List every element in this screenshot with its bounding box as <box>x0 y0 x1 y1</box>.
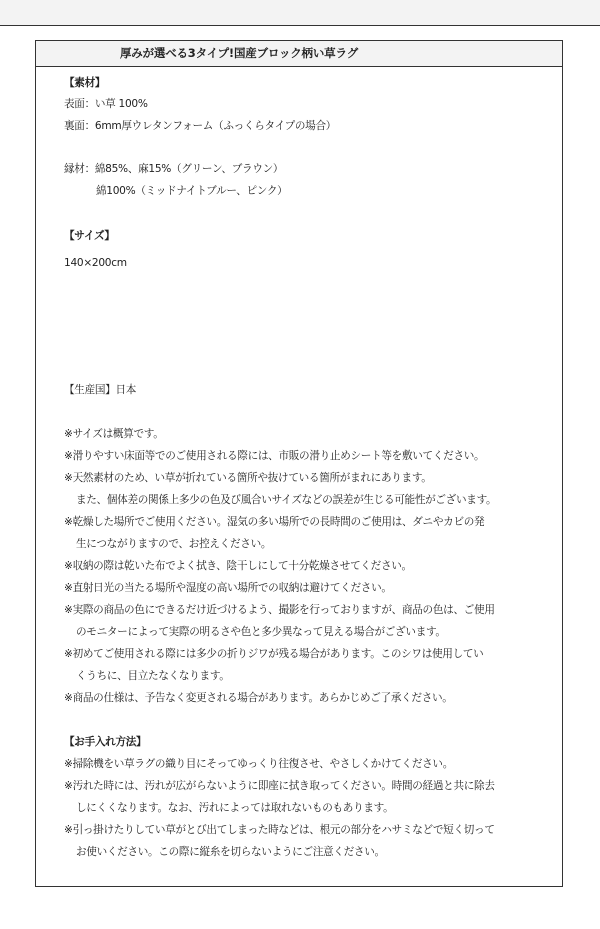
note-line: ※サイズは概算です。 <box>64 428 164 440</box>
care-line: ※引っ掛けたりしてい草がとび出てしまった時などは、根元の部分をハサミなどで短く切って <box>64 824 495 836</box>
page-title: 厚みが選べる3タイプ!国産ブロック柄い草ラグ <box>120 46 359 60</box>
size-heading: 【サイズ】 <box>64 230 115 242</box>
material-edge-1: 縁材：綿85%、麻15%（グリーン、ブラウン） <box>64 163 284 175</box>
note-line: のモニターによって実際の明るさや色と多少異なって見える場合がございます。 <box>76 626 446 638</box>
note-line: ※乾燥した場所でご使用ください。湿気の多い場所での長時間のご使用は、ダニやカビの発 <box>64 516 485 528</box>
care-line: お使いください。この際に縦糸を切らないようにご注意ください。 <box>76 846 385 858</box>
care-line: ※汚れた時には、汚れが広がらないように即座に拭き取ってください。時間の経過と共に除去 <box>64 780 495 792</box>
note-line: ※滑りやすい床面等でのご使用される際には、市販の滑り止めシート等を敷いてください。 <box>64 450 485 462</box>
note-line: ※収納の際は乾いた布でよく拭き、陰干しにして十分乾燥させてください。 <box>64 560 412 572</box>
note-line: ※商品の仕様は、予告なく変更される場合があります。あらかじめご了承ください。 <box>64 692 453 704</box>
care-line: しにくくなります。なお、汚れによっては取れないものもあります。 <box>76 802 394 814</box>
note-line: ※直射日光の当たる場所や湿度の高い場所での収納は避けてください。 <box>64 582 392 594</box>
note-line: くうちに、目立たなくなります。 <box>76 670 230 682</box>
material-heading: 【素材】 <box>64 77 106 89</box>
material-surface: 表面：い草 100% <box>64 98 148 110</box>
size-value: 140×200cm <box>64 257 127 269</box>
note-line: また、個体差の関係上多少の色及び風合いサイズなどの誤差が生じる可能性がございます。 <box>76 494 497 506</box>
note-line: ※実際の商品の色にできるだけ近づけるよう、撮影を行っておりますが、商品の色は、ご使用 <box>64 604 495 616</box>
origin-text: 【生産国】日本 <box>64 384 137 396</box>
note-line: ※初めてご使用される際には多少の折りジワが残る場合があります。このシワは使用してい <box>64 648 484 660</box>
note-line: 生につながりますので、お控えください。 <box>76 538 272 550</box>
material-edge-2: 綿100%（ミッドナイトブルー、ピンク） <box>96 185 288 197</box>
material-back: 裏面：6mm厚ウレタンフォーム（ふっくらタイプの場合） <box>64 120 337 132</box>
care-line: ※掃除機をい草ラグの織り目にそってゆっくり往復させ、やさしくかけてください。 <box>64 758 454 770</box>
care-heading: 【お手入れ方法】 <box>64 736 147 748</box>
note-line: ※天然素材のため、い草が折れている箇所や抜けている箇所がまれにあります。 <box>64 472 432 484</box>
